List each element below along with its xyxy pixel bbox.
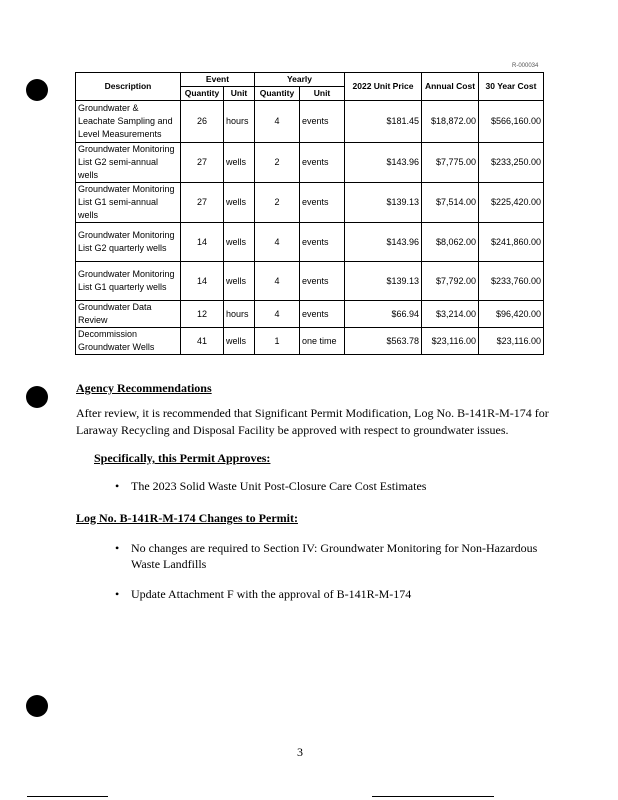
annual-cost-cell: $8,062.00 [422, 223, 479, 262]
description-cell: Groundwater Data Review [76, 301, 181, 328]
header-annual-cost: Annual Cost [422, 73, 479, 101]
annual-cost-cell: $7,792.00 [422, 262, 479, 301]
unit-price-cell: $143.96 [345, 223, 422, 262]
event-unit-cell: wells [224, 262, 255, 301]
header-yearly-quantity: Quantity [255, 87, 300, 101]
cost-table [75, 72, 544, 355]
divider [372, 796, 494, 797]
event-quantity-cell: 14 [181, 223, 224, 262]
event-quantity-cell: 26 [181, 101, 224, 143]
changes-heading: Log No. B-141R-M-174 Changes to Permit: [76, 511, 298, 525]
thirty-year-cost-cell: $241,860.00 [479, 223, 544, 262]
thirty-year-cost-cell: $566,160.00 [479, 101, 544, 143]
event-unit-cell: wells [224, 183, 255, 223]
event-unit-cell: hours [224, 301, 255, 328]
header-yearly-unit: Unit [300, 87, 345, 101]
unit-price-cell: $563.78 [345, 328, 422, 355]
unit-price-cell: $139.13 [345, 183, 422, 223]
description-cell: Groundwater Monitoring List G1 quarterly wells [76, 262, 181, 301]
changes-item: • Update Attachment F with the approval of B-141R-M-174 [131, 587, 411, 602]
header-30-year-cost: 30 Year Cost [479, 73, 544, 101]
annual-cost-cell: $3,214.00 [422, 301, 479, 328]
annual-cost-cell: $7,775.00 [422, 143, 479, 183]
table-row [76, 101, 544, 143]
yearly-unit-cell: events [300, 101, 345, 143]
unit-price-cell: $181.45 [345, 101, 422, 143]
yearly-unit-cell: events [300, 301, 345, 328]
description-cell: Groundwater & Leachate Sampling and Level Measurements [76, 101, 181, 143]
header-unit-price: 2022 Unit Price [345, 73, 422, 101]
yearly-unit-cell: events [300, 223, 345, 262]
event-quantity-cell: 27 [181, 183, 224, 223]
thirty-year-cost-cell: $225,420.00 [479, 183, 544, 223]
event-quantity-cell: 41 [181, 328, 224, 355]
page-number: 3 [297, 745, 303, 759]
yearly-quantity-cell: 4 [255, 301, 300, 328]
event-unit-cell: wells [224, 223, 255, 262]
table-row [76, 143, 544, 183]
yearly-unit-cell: events [300, 183, 345, 223]
description-cell: Decommission Groundwater Wells [76, 328, 181, 355]
description-cell: Groundwater Monitoring List G2 quarterly wells [76, 223, 181, 262]
yearly-quantity-cell: 2 [255, 143, 300, 183]
approves-item: • The 2023 Solid Waste Unit Post-Closure Care Cost Estimates [131, 479, 426, 494]
hole-punch [26, 386, 48, 408]
header-description: Description [76, 73, 181, 101]
yearly-quantity-cell: 4 [255, 262, 300, 301]
event-unit-cell: wells [224, 328, 255, 355]
event-quantity-cell: 14 [181, 262, 224, 301]
changes-item: • No changes are required to Section IV: Groundwater Monitoring for Non-Hazardous Waste Landfills [131, 540, 561, 572]
thirty-year-cost-cell: $233,760.00 [479, 262, 544, 301]
annual-cost-cell: $18,872.00 [422, 101, 479, 143]
hole-punch [26, 79, 48, 101]
header-event: Event [181, 73, 255, 87]
yearly-quantity-cell: 4 [255, 101, 300, 143]
header-yearly: Yearly [255, 73, 345, 87]
yearly-quantity-cell: 4 [255, 223, 300, 262]
header-event-unit: Unit [224, 87, 255, 101]
yearly-unit-cell: events [300, 262, 345, 301]
header-event-quantity: Quantity [181, 87, 224, 101]
bates-stamp: R-000034 [512, 63, 539, 69]
event-unit-cell: wells [224, 143, 255, 183]
thirty-year-cost-cell: $233,250.00 [479, 143, 544, 183]
annual-cost-cell: $7,514.00 [422, 183, 479, 223]
thirty-year-cost-cell: $23,116.00 [479, 328, 544, 355]
table-row [76, 183, 544, 223]
table-row [76, 262, 544, 301]
yearly-quantity-cell: 1 [255, 328, 300, 355]
description-cell: Groundwater Monitoring List G1 semi-annual wells [76, 183, 181, 223]
event-quantity-cell: 12 [181, 301, 224, 328]
recommendation-paragraph: After review, it is recommended that Significant Permit Modification, Log No. B-141R-M-174 for Laraway Recycling and Disposal Facility be approved with respect to groundwater issues. [76, 406, 549, 437]
table-row [76, 328, 544, 355]
description-cell: Groundwater Monitoring List G2 semi-annual wells [76, 143, 181, 183]
unit-price-cell: $143.96 [345, 143, 422, 183]
yearly-unit-cell: events [300, 143, 345, 183]
divider [27, 796, 108, 797]
yearly-quantity-cell: 2 [255, 183, 300, 223]
approves-heading: Specifically, this Permit Approves: [94, 451, 271, 465]
event-unit-cell: hours [224, 101, 255, 143]
unit-price-cell: $139.13 [345, 262, 422, 301]
yearly-unit-cell: one time [300, 328, 345, 355]
table-row [76, 223, 544, 262]
unit-price-cell: $66.94 [345, 301, 422, 328]
thirty-year-cost-cell: $96,420.00 [479, 301, 544, 328]
hole-punch [26, 695, 48, 717]
annual-cost-cell: $23,116.00 [422, 328, 479, 355]
agency-recommendations-heading: Agency Recommendations [76, 381, 212, 395]
event-quantity-cell: 27 [181, 143, 224, 183]
table-row [76, 301, 544, 328]
